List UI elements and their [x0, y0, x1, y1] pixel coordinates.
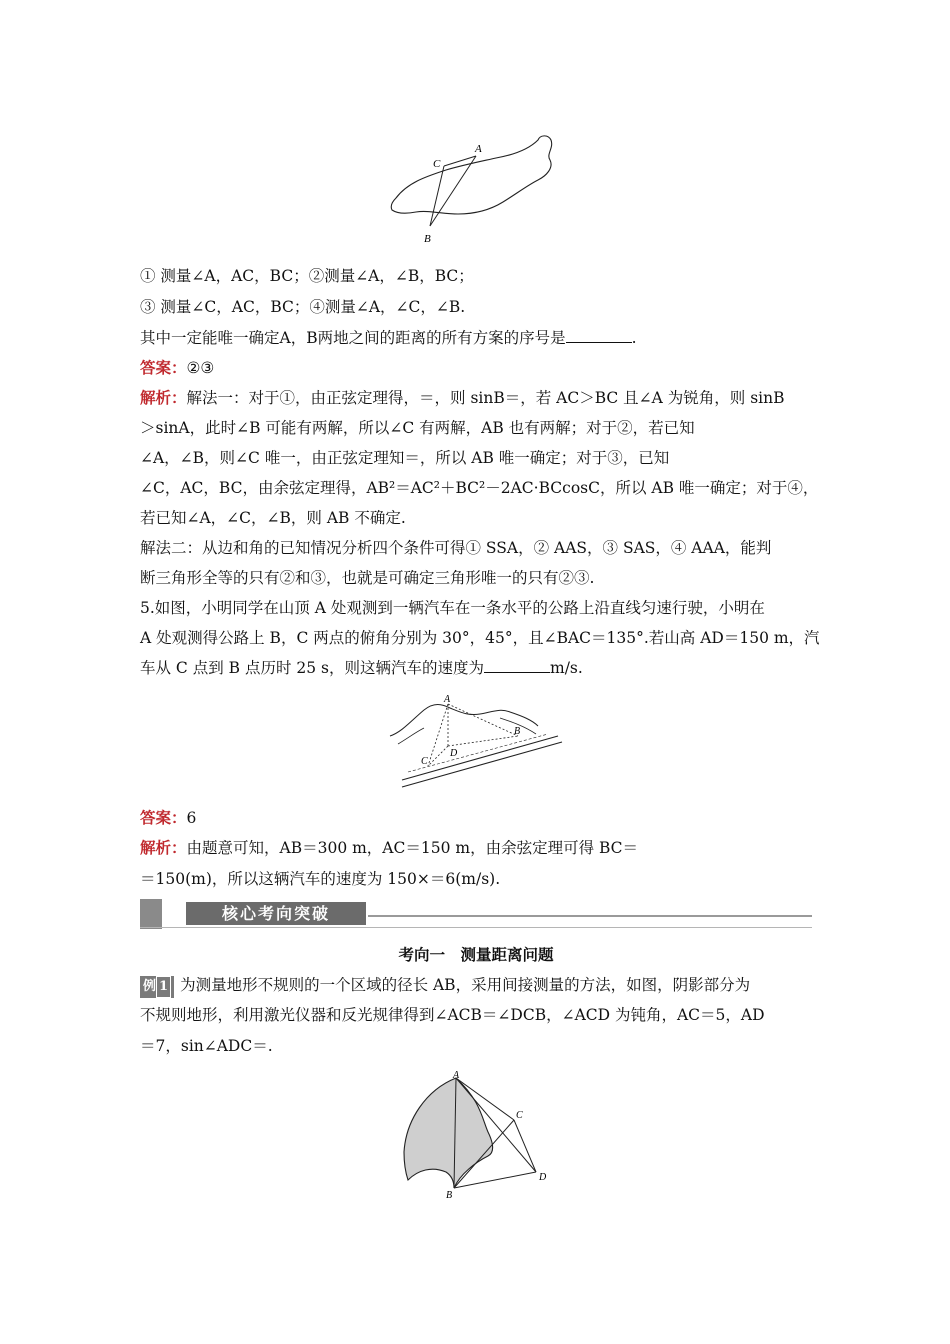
- line-AC: [428, 704, 448, 766]
- figure-lake-triangle: [388, 130, 568, 248]
- analysis-1-line-7: 断三角形全等的只有②和③，也就是可确定三角形唯一的只有②③.: [140, 569, 595, 587]
- example-tag-text: 例: [143, 979, 157, 994]
- problem-5-unit: m/s.: [550, 659, 583, 677]
- banner-bar: [140, 899, 162, 929]
- analysis-1-line-3: ∠A，∠B，则∠C 唯一，由正弦定理知＝，所以 AB 唯一确定；对于③，已知: [140, 449, 670, 467]
- fig3-label-C: C: [516, 1110, 523, 1121]
- answer-label-2: 答案：: [140, 808, 187, 827]
- answer-2: [140, 808, 812, 828]
- problem-5-line-1: 5.如图，小明同学在山顶 A 处观测到一辆汽车在一条水平的公路上沿直线匀速行驶，小明在: [140, 599, 765, 617]
- option-line-1: ① 测量∠A，AC，BC；②测量∠A，∠B，BC；: [140, 267, 474, 285]
- analysis-1-line-5: 若已知∠A，∠C，∠B，则 AB 不确定.: [140, 509, 406, 527]
- analysis-2-text: 由题意可知，AB＝300 m，AC＝150 m，由余弦定理可得 BC＝: [186, 839, 639, 857]
- figure-irregular-region: [396, 1070, 556, 1202]
- section-title: 考向一 测量距离问题: [398, 945, 554, 964]
- banner-title: 核心考向突破: [186, 902, 366, 925]
- line-DC: [428, 746, 448, 766]
- question-period: .: [631, 329, 637, 347]
- example-1-line-3: ＝7，sin∠ADC＝.: [140, 1037, 273, 1055]
- analysis-label-2: 解析：: [140, 838, 187, 857]
- fig2-label-D: D: [450, 748, 458, 759]
- example-1-line-1: [140, 975, 812, 998]
- answer-1: [140, 358, 812, 378]
- answer-label: 答案：: [140, 358, 187, 377]
- analysis-1-line-1: [140, 388, 812, 408]
- analysis-1-line-4: ∠C，AC，BC，由余弦定理得，AB²＝AC²＋BC²－2AC·BCcosC，所以 AB 唯一确定；对于④，: [140, 479, 819, 497]
- fig3-label-D: D: [539, 1172, 547, 1183]
- fig2-label-C: C: [421, 756, 428, 767]
- analysis-text: 解法一：对于①，由正弦定理得，＝，则 sinB＝，若 AC＞BC 且∠A 为锐角，则 sinB: [186, 389, 785, 407]
- problem-5-line-2: A 处观测得公路上 B，C 两点的俯角分别为 30°，45°，且∠BAC＝135°.若山高 AD＝150 m，汽: [140, 629, 820, 647]
- line-AB: [448, 704, 521, 737]
- fig1-label-A: A: [475, 143, 482, 155]
- road-center: [408, 734, 548, 772]
- question-text: 其中一定能唯一确定A，B两地之间的距离的所有方案的序号是: [140, 329, 566, 347]
- example-tag: [140, 976, 174, 998]
- triangle-side-CA: [444, 156, 476, 166]
- answer-blank-1: [566, 328, 632, 343]
- fig2-label-B: B: [514, 726, 521, 737]
- example-1-line-2: 不规则地形，利用激光仪器和反光规律得到∠ACB＝∠DCB，∠ACD 为钝角，AC＝5，AD: [140, 1006, 765, 1024]
- problem-5-line-3: [140, 658, 812, 678]
- question-line: [140, 328, 812, 348]
- fig2-label-A: A: [444, 694, 451, 705]
- segment-CD: [514, 1120, 536, 1172]
- fig3-label-B: B: [446, 1190, 453, 1201]
- banner-rule: [368, 915, 812, 917]
- lake-outline: [391, 136, 551, 214]
- answer-blank-2: [484, 658, 550, 673]
- fig3-label-A: A: [453, 1070, 460, 1081]
- analysis-1-line-6: 解法二：从边和角的已知情况分析四个条件可得① SSA，② AAS，③ SAS，④ AAA，能判: [140, 539, 772, 557]
- example-1-text: 为测量地形不规则的一个区域的径长 AB，采用间接测量的方法，如图，阴影部分为: [180, 976, 751, 994]
- fig1-label-C: C: [433, 158, 441, 170]
- section-banner: [140, 899, 812, 929]
- banner-underline: [140, 927, 812, 928]
- analysis-label: 解析：: [140, 388, 187, 407]
- problem-5-text: 车从 C 点到 B 点历时 25 s，则这辆汽车的速度为: [140, 659, 484, 677]
- line-DB: [448, 736, 518, 746]
- analysis-2-line-2: ＝150(m)，所以这辆汽车的速度为 150×＝6(m/s).: [140, 870, 501, 888]
- analysis-2-line-1: [140, 838, 812, 858]
- answer-value-2: 6: [186, 809, 197, 827]
- answer-value: ②③: [186, 359, 215, 377]
- figure-hill-road: [388, 692, 564, 792]
- analysis-1-line-2: ＞sinA，此时∠B 可能有两解，所以∠C 有两解，AB 也有两解；对于②，若已知: [140, 419, 695, 437]
- example-number: 1: [156, 976, 171, 998]
- fig1-label-B: B: [424, 233, 431, 245]
- option-line-2: ③ 测量∠C，AC，BC；④测量∠A，∠C，∠B.: [140, 298, 466, 316]
